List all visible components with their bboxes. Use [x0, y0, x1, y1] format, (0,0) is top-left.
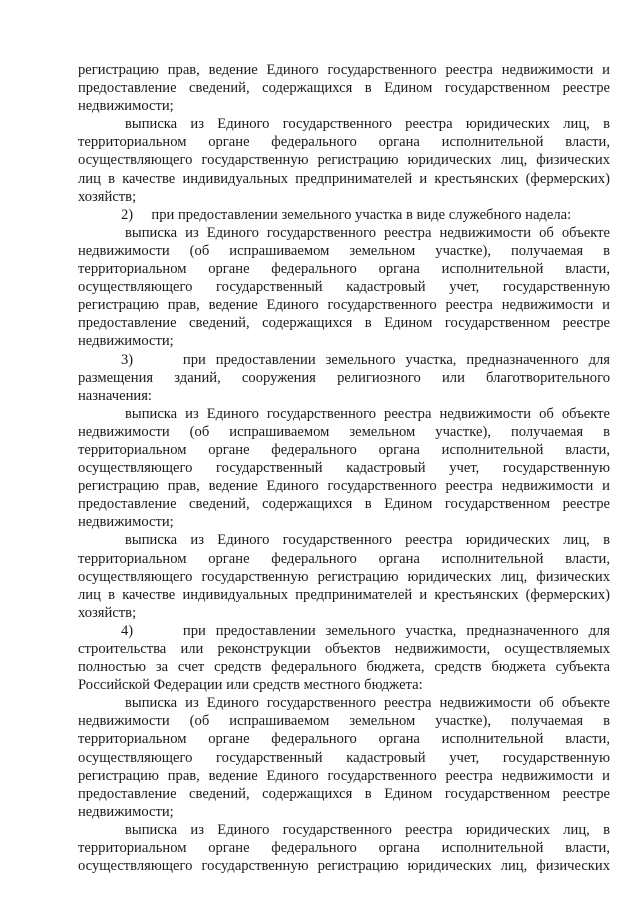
text-line: недвижимости (об испрашиваемом земельном участке), получаемая в: [78, 242, 610, 259]
text-line: полностью за счет средств федерального бюджета, средств бюджета субъекта: [78, 659, 610, 676]
text-line: лиц в качестве индивидуальных предпринимателей и крестьянских (фермерских): [78, 170, 610, 187]
paragraph-legal-entities-extract: [78, 821, 610, 875]
list-item-2: [78, 206, 610, 224]
text-line: предоставление сведений, содержащихся в Едином государственном реестре: [78, 785, 610, 802]
text-line: выписка из Единого государственного реестра недвижимости об объекте: [125, 405, 610, 422]
text-line: осуществляющего государственную регистрацию юридических лиц, физических: [78, 152, 610, 169]
text-line: территориальном органе федерального органа исполнительной власти,: [78, 134, 610, 151]
text-line: предоставление сведений, содержащихся в Едином государственном реестре: [78, 80, 610, 97]
list-item-3: [78, 351, 610, 405]
text-line: недвижимости (об испрашиваемом земельном участке), получаемая в: [78, 713, 610, 730]
text-line: 2) при предоставлении земельного участка в виде служебного надела:: [121, 206, 572, 223]
text-line: выписка из Единого государственного реестра недвижимости об объекте: [125, 695, 610, 712]
paragraph-real-estate-extract: [78, 224, 610, 351]
text-line: лиц в качестве индивидуальных предпринимателей и крестьянских (фермерских): [78, 586, 610, 603]
text-line: регистрацию прав, ведение Единого государственного реестра недвижимости и: [78, 478, 610, 495]
text-line: размещения зданий, сооружения религиозного или благотворительного: [78, 369, 610, 386]
text-line: недвижимости;: [78, 98, 174, 115]
paragraph-legal-entities-extract: [78, 531, 610, 621]
text-line: территориальном органе федерального органа исполнительной власти,: [78, 840, 610, 857]
text-line: строительства или реконструкции объектов недвижимости, осуществляемых: [78, 641, 610, 657]
document-body: [78, 61, 610, 875]
text-line: хозяйств;: [78, 604, 137, 621]
text-line: территориальном органе федерального органа исполнительной власти,: [78, 261, 610, 278]
text-line: недвижимости;: [78, 333, 174, 350]
text-line: территориальном органе федерального органа исполнительной власти,: [78, 441, 610, 458]
text-line: осуществляющего государственный кадастровый учет, государственную: [78, 279, 610, 296]
text-line: осуществляющего государственную регистрацию юридических лиц, физических: [78, 858, 610, 875]
text-line: назначения:: [78, 387, 152, 404]
text-line: осуществляющего государственный кадастровый учет, государственную: [78, 749, 610, 766]
text-line: недвижимости;: [78, 514, 174, 531]
text-line: выписка из Единого государственного реестра недвижимости об объекте: [125, 224, 610, 241]
paragraph-real-estate-extract: [78, 405, 610, 532]
text-line: выписка из Единого государственного реестра юридических лиц, в: [125, 821, 610, 838]
paragraph-legal-entities-extract: [78, 115, 610, 205]
text-line: регистрацию прав, ведение Единого государственного реестра недвижимости и: [78, 297, 610, 314]
text-line: хозяйств;: [78, 188, 137, 205]
text-line: 4) при предоставлении земельного участка, предназначенного для: [121, 622, 610, 639]
text-line: территориальном органе федерального органа исполнительной власти,: [78, 731, 610, 748]
paragraph-real-estate-extract: [78, 694, 610, 821]
text-line: осуществляющего государственную регистрацию юридических лиц, физических: [78, 568, 610, 585]
text-line: Российской Федерации или средств местного бюджета:: [78, 677, 423, 694]
text-line: территориальном органе федерального органа исполнительной власти,: [78, 550, 610, 567]
text-line: недвижимости (об испрашиваемом земельном участке), получаемая в: [78, 423, 610, 440]
text-line: недвижимости;: [78, 803, 174, 820]
text-line: предоставление сведений, содержащихся в Едином государственном реестре: [78, 315, 610, 332]
text-line: регистрацию прав, ведение Единого государственного реестра недвижимости и: [78, 767, 610, 784]
text-line: осуществляющего государственный кадастровый учет, государственную: [78, 460, 610, 477]
text-line: выписка из Единого государственного реестра юридических лиц, в: [125, 116, 610, 133]
text-line: выписка из Единого государственного реестра юридических лиц, в: [125, 532, 610, 549]
text-line: регистрацию прав, ведение Единого государственного реестра недвижимости и: [78, 62, 610, 78]
paragraph-continuation: [78, 61, 610, 115]
text-line: предоставление сведений, содержащихся в Едином государственном реестре: [78, 496, 610, 513]
list-item-4: [78, 622, 610, 694]
text-line: 3) при предоставлении земельного участка, предназначенного для: [121, 351, 610, 368]
